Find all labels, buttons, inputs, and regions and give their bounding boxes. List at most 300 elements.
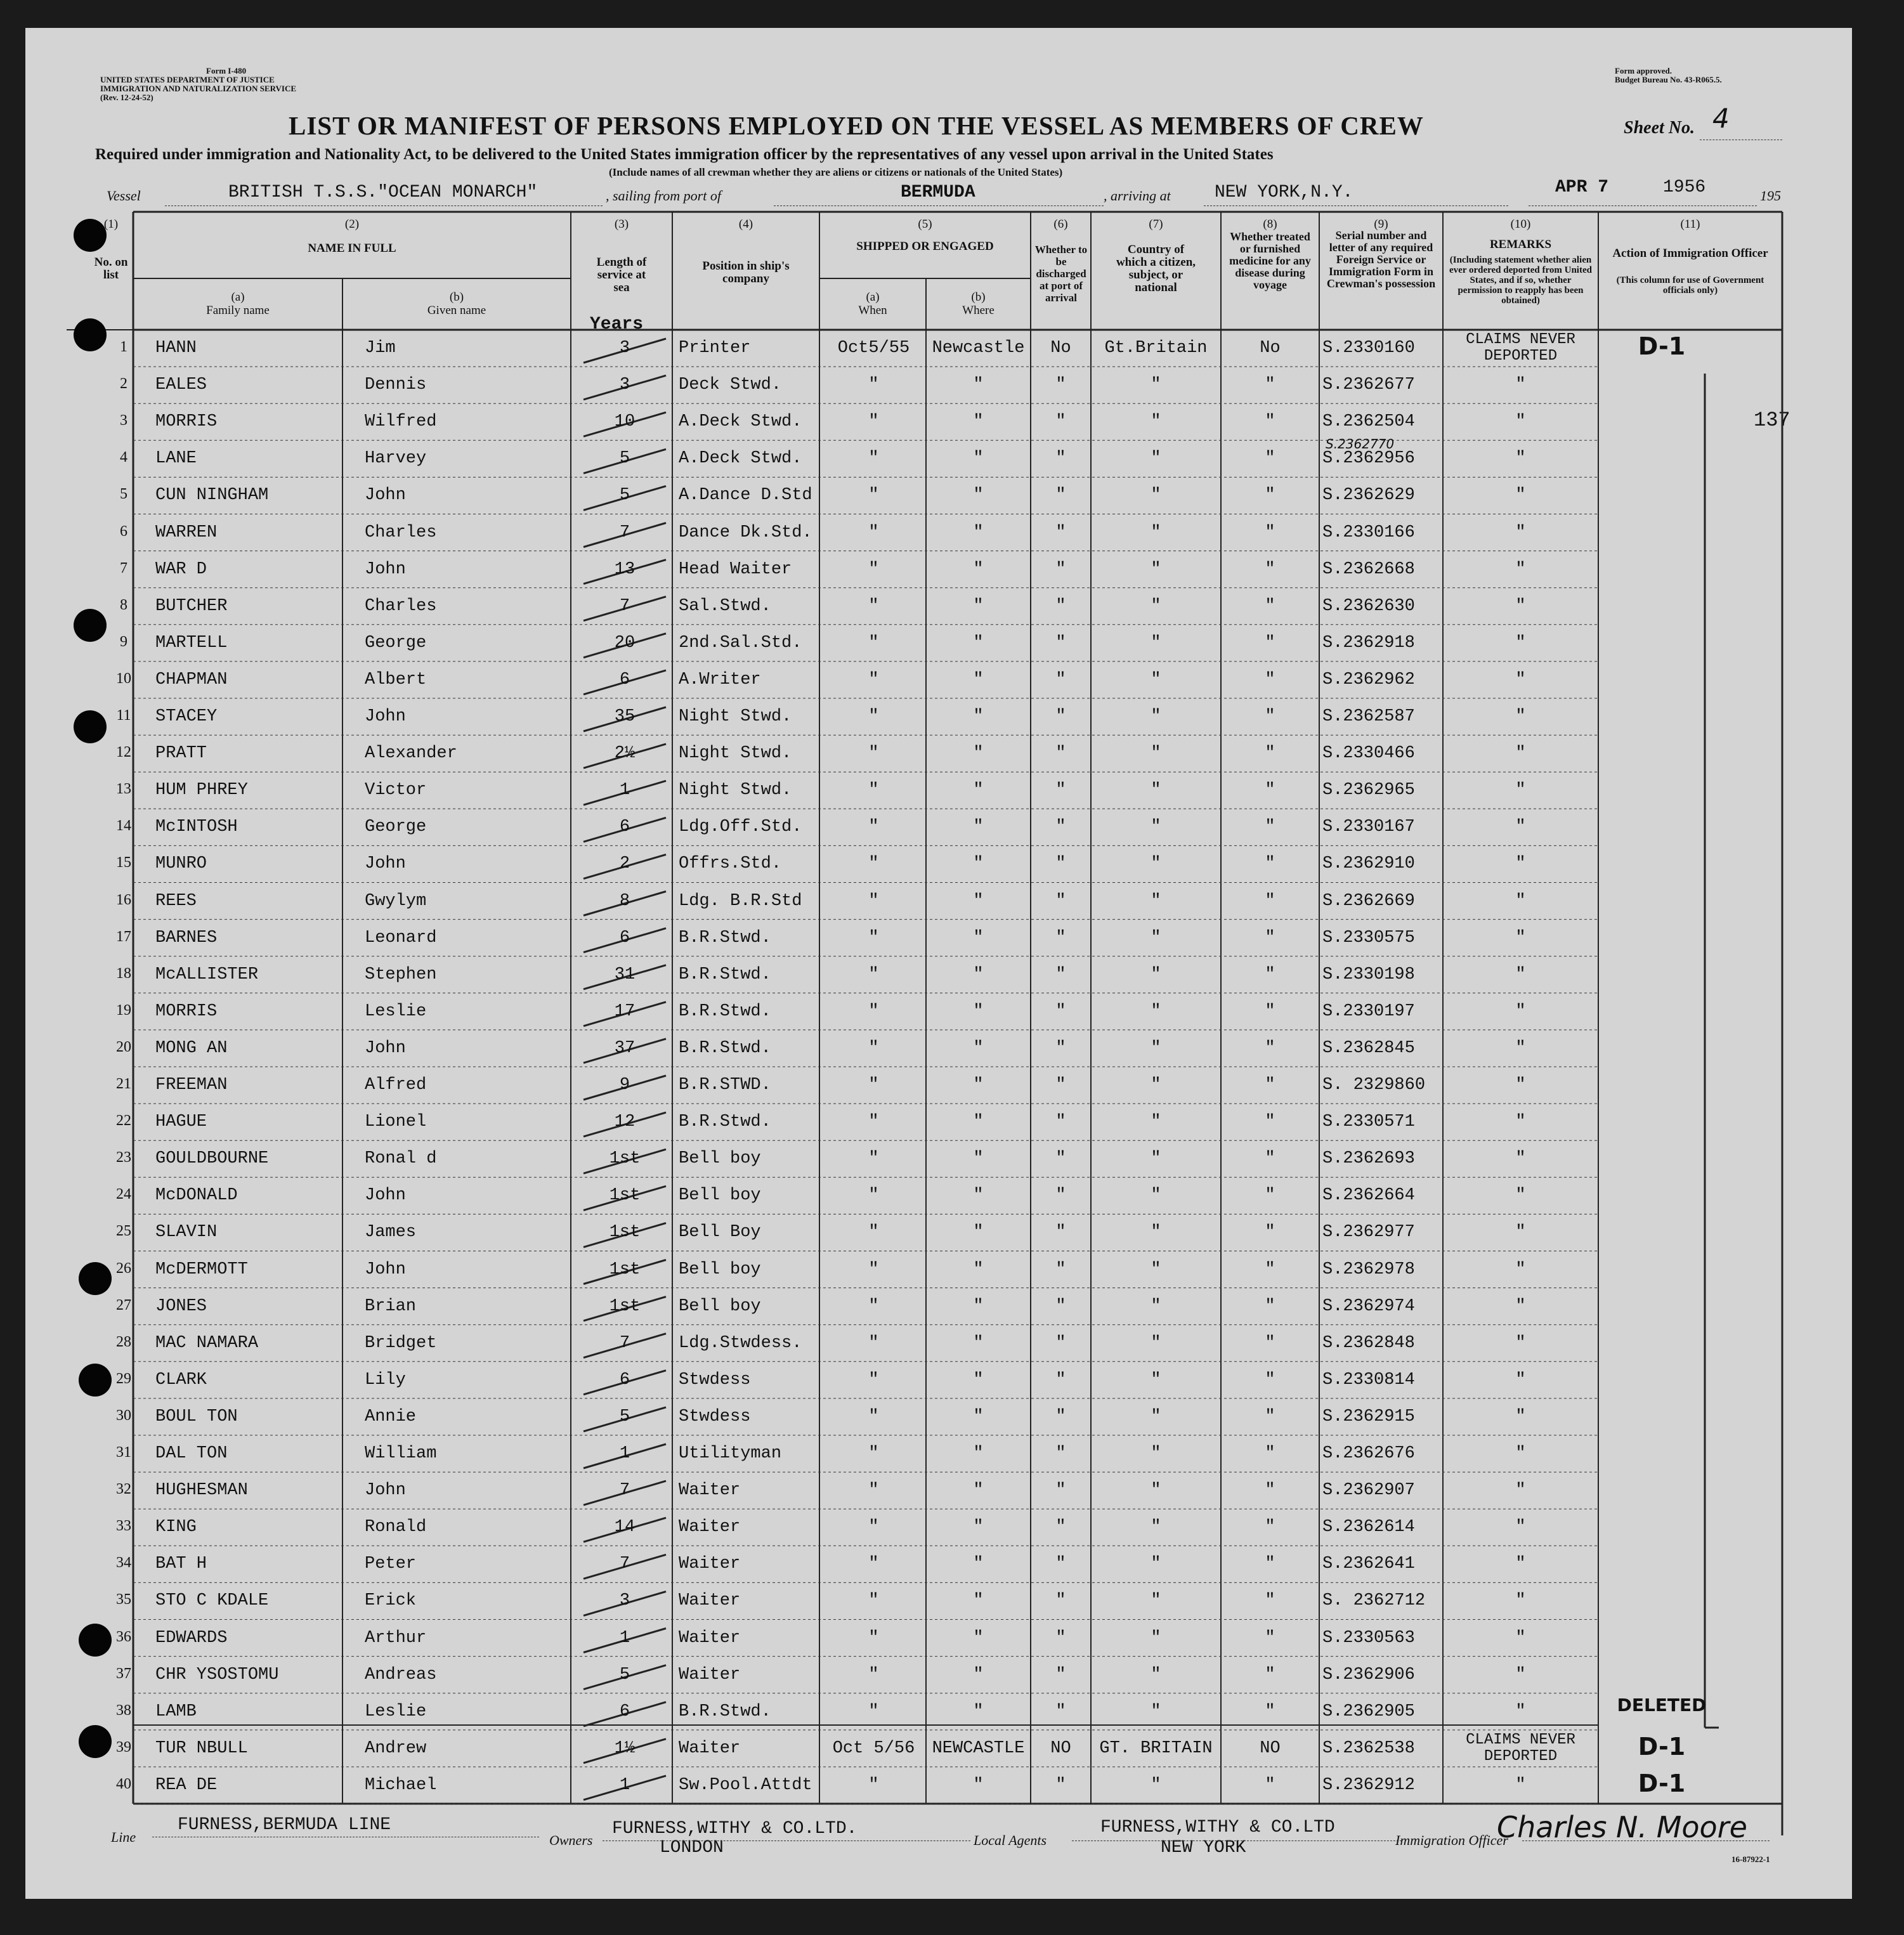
years-service: 5	[619, 1407, 630, 1426]
treated: "	[1265, 818, 1275, 837]
remarks-continued: DEPORTED	[1483, 1747, 1558, 1765]
country: "	[1151, 1076, 1161, 1095]
position: Deck Stwd.	[679, 375, 782, 395]
years-service: 7	[619, 1333, 630, 1353]
family-name: CLARK	[155, 1370, 207, 1390]
punch-hole	[79, 1364, 112, 1397]
serial-number: S.2362910	[1322, 854, 1415, 874]
treated: "	[1265, 670, 1275, 689]
remarks: "	[1515, 412, 1526, 432]
shipped-where: "	[973, 1333, 984, 1353]
country: GT. BRITAIN	[1099, 1738, 1213, 1758]
col3-number: (3)	[614, 218, 629, 231]
shipped-where: "	[973, 744, 984, 764]
row-number: 4	[120, 449, 127, 466]
discharge: "	[1055, 707, 1066, 726]
remarks: "	[1515, 1444, 1526, 1463]
treated: "	[1265, 1665, 1275, 1684]
years-service: 13	[614, 559, 636, 579]
family-name: McINTOSH	[155, 818, 238, 837]
action: D-1	[1638, 1732, 1686, 1761]
shipped-when: Oct 5/56	[832, 1738, 915, 1758]
shipped-where: "	[973, 1444, 984, 1463]
years-service: 31	[614, 965, 636, 984]
shipped-when: "	[868, 1444, 879, 1463]
family-name: DAL TON	[155, 1444, 228, 1463]
given-name: Wilfred	[365, 412, 437, 432]
given-name: Leslie	[365, 1001, 427, 1021]
discharge: NO	[1050, 1738, 1071, 1758]
discharge: "	[1055, 854, 1066, 874]
discharge: "	[1055, 375, 1066, 395]
given-name: Ronald	[365, 1518, 427, 1537]
country: "	[1151, 375, 1161, 395]
position: Waiter	[679, 1518, 741, 1537]
col8-number: (8)	[1263, 218, 1277, 231]
serial-number: S.2362587	[1322, 707, 1415, 726]
country: "	[1151, 1296, 1161, 1316]
shipped-when: "	[868, 1112, 879, 1132]
discharge: "	[1055, 891, 1066, 911]
discharge: "	[1055, 1001, 1066, 1021]
shipped-when: "	[868, 523, 879, 542]
service: IMMIGRATION AND NATURALIZATION SERVICE	[100, 84, 297, 93]
treated: "	[1265, 1444, 1275, 1463]
punch-hole	[74, 318, 107, 351]
serial-number: S.2330160	[1322, 339, 1415, 358]
given-name: Leonard	[365, 928, 437, 948]
remarks: "	[1515, 1628, 1526, 1648]
position: Ldg.Off.Std.	[679, 818, 802, 837]
family-name: MARTELL	[155, 633, 228, 653]
position: Night Stwd.	[679, 707, 792, 726]
arriving-port: NEW YORK,N.Y.	[1215, 183, 1353, 202]
family-name: BAT H	[155, 1554, 207, 1574]
shipped-when: "	[868, 1554, 879, 1574]
shipped-where: "	[973, 1370, 984, 1390]
discharge: "	[1055, 1407, 1066, 1426]
department: UNITED STATES DEPARTMENT OF JUSTICE	[100, 75, 275, 84]
remarks: "	[1515, 1333, 1526, 1353]
row-number: 2	[120, 375, 127, 393]
discharge: "	[1055, 744, 1066, 764]
serial-number: S.2362845	[1322, 1038, 1415, 1058]
remarks: "	[1515, 449, 1526, 469]
treated: "	[1265, 523, 1275, 542]
position: Bell boy	[679, 1296, 761, 1316]
remarks: "	[1515, 1591, 1526, 1611]
treated: "	[1265, 1223, 1275, 1242]
country: "	[1151, 1628, 1161, 1648]
years-service: 6	[619, 1702, 630, 1721]
given-name: Annie	[365, 1407, 417, 1426]
treated: "	[1265, 596, 1275, 616]
serial-number: S.2362965	[1322, 781, 1415, 800]
owners-city: LONDON	[660, 1838, 724, 1858]
country: "	[1151, 633, 1161, 653]
treated: "	[1265, 486, 1275, 505]
shipped-when: "	[868, 781, 879, 800]
remarks: "	[1515, 1076, 1526, 1095]
discharge: "	[1055, 781, 1066, 800]
given-name: Charles	[365, 523, 437, 542]
row-number: 39	[116, 1738, 131, 1756]
family-name: BUTCHER	[155, 596, 228, 616]
years-service: 2	[619, 854, 630, 874]
shipped-when: Oct5/55	[837, 339, 910, 358]
family-name: MAC NAMARA	[155, 1333, 259, 1353]
col3-unit: Years	[590, 315, 644, 334]
family-name: EDWARDS	[155, 1628, 228, 1648]
family-name: LANE	[155, 449, 197, 469]
shipped-when: "	[868, 1702, 879, 1721]
family-name: MONG AN	[155, 1038, 228, 1058]
given-name: Jim	[365, 339, 396, 358]
subtitle: Required under immigration and Nationality Act, to be delivered to the United States immigration officer by the representatives of any vessel upon arrival in the United States	[95, 146, 1274, 163]
remarks: "	[1515, 670, 1526, 689]
owners-label: Owners	[549, 1832, 593, 1848]
family-name: SLAVIN	[155, 1223, 218, 1242]
punch-hole	[74, 710, 107, 743]
shipped-when: "	[868, 1296, 879, 1316]
given-name: Albert	[365, 670, 427, 689]
col2a-number: (a)	[231, 290, 245, 304]
years-service: 10	[614, 412, 636, 432]
family-name: HUM PHREY	[155, 781, 248, 800]
serial-number: S.2362630	[1322, 596, 1415, 616]
shipped-where: "	[973, 1186, 984, 1206]
col2-number: (2)	[344, 218, 360, 231]
shipped-when: "	[868, 559, 879, 579]
serial-number: S.2330166	[1322, 523, 1415, 542]
remarks: "	[1515, 1554, 1526, 1574]
manifest-sheet	[25, 28, 1852, 1899]
col4-header: Position in ship's company	[702, 259, 790, 285]
row-number: 34	[116, 1554, 131, 1572]
arriving-label: , arriving at	[1104, 188, 1171, 204]
given-name: George	[365, 818, 427, 837]
position: Night Stwd.	[679, 781, 792, 800]
remarks: "	[1515, 891, 1526, 911]
shipped-where: "	[973, 1112, 984, 1132]
col7-number: (7)	[1149, 218, 1163, 231]
serial-number: S.2362907	[1322, 1481, 1415, 1501]
position: Bell boy	[679, 1149, 761, 1169]
years-service: 3	[619, 1591, 630, 1611]
shipped-when: "	[868, 486, 879, 505]
col9-header: Serial number and letter of any required Foreign Service or Immigration Form in Crewman's possession	[1326, 229, 1436, 290]
row-number: 24	[116, 1186, 131, 1203]
col1-header: No. on list	[94, 256, 128, 282]
position: B.R.Stwd.	[679, 1001, 771, 1021]
remarks: "	[1515, 1481, 1526, 1501]
remarks: "	[1515, 965, 1526, 984]
given-name: Ronal d	[365, 1149, 437, 1169]
country: "	[1151, 670, 1161, 689]
country: "	[1151, 523, 1161, 542]
shipped-when: "	[868, 1076, 879, 1095]
given-name: John	[365, 854, 406, 874]
shipped-when: "	[868, 928, 879, 948]
position: Ldg. B.R.Std	[679, 891, 802, 911]
year-printed: 195	[1760, 188, 1781, 204]
position: B.R.Stwd.	[679, 1702, 771, 1721]
treated: "	[1265, 1260, 1275, 1279]
given-name: George	[365, 633, 427, 653]
given-name: John	[365, 486, 406, 505]
serial-number: S.2362693	[1322, 1149, 1415, 1169]
shipped-when: "	[868, 1038, 879, 1058]
vessel-name: BRITISH T.S.S."OCEAN MONARCH"	[228, 183, 538, 202]
remarks: "	[1515, 375, 1526, 395]
position: Sw.Pool.Attdt	[679, 1775, 812, 1795]
remarks: "	[1515, 1407, 1526, 1426]
serial-number: S.2362956	[1322, 449, 1415, 469]
row-number: 11	[116, 707, 131, 724]
serial-number: S.2330563	[1322, 1628, 1415, 1648]
row-number: 12	[116, 744, 131, 761]
position: Waiter	[679, 1591, 741, 1611]
shipped-where: "	[973, 412, 984, 432]
given-name: Andrew	[365, 1738, 427, 1758]
family-name: BARNES	[155, 928, 218, 948]
family-name: EALES	[155, 375, 207, 395]
action: D-1	[1638, 1769, 1686, 1797]
col6-number: (6)	[1053, 218, 1068, 231]
agents-label: Local Agents	[974, 1832, 1047, 1848]
officer-label: Immigration Officer	[1395, 1832, 1508, 1848]
family-name: MORRIS	[155, 412, 218, 432]
treated: "	[1265, 781, 1275, 800]
row-number: 28	[116, 1333, 131, 1350]
treated: "	[1265, 412, 1275, 432]
remarks: "	[1515, 1112, 1526, 1132]
given-name: William	[365, 1444, 437, 1463]
remarks: "	[1515, 854, 1526, 874]
serial-number: S.2362918	[1322, 633, 1415, 653]
country: "	[1151, 1702, 1161, 1721]
treated: "	[1265, 1370, 1275, 1390]
shipped-where: NEWCASTLE	[932, 1738, 1025, 1758]
country: "	[1151, 559, 1161, 579]
remarks: "	[1515, 818, 1526, 837]
treated: "	[1265, 1333, 1275, 1353]
row-number: 1	[120, 339, 127, 355]
family-name: MORRIS	[155, 1001, 218, 1021]
shipped-where: "	[973, 1554, 984, 1574]
country: "	[1151, 1775, 1161, 1795]
country: "	[1151, 891, 1161, 911]
row-number: 40	[116, 1775, 131, 1792]
shipped-when: "	[868, 1001, 879, 1021]
line-value: FURNESS,BERMUDA LINE	[178, 1815, 391, 1835]
remarks: "	[1515, 596, 1526, 616]
years-service: 1	[619, 1444, 630, 1463]
discharge: "	[1055, 1554, 1066, 1574]
position: Waiter	[679, 1554, 741, 1574]
shipped-where: "	[973, 670, 984, 689]
family-name: KING	[155, 1518, 197, 1537]
remarks-continued: DEPORTED	[1483, 348, 1558, 365]
discharge: "	[1055, 449, 1066, 469]
row-number: 21	[116, 1076, 131, 1092]
shipped-when: "	[868, 818, 879, 837]
country: "	[1151, 449, 1161, 469]
discharge: "	[1055, 1223, 1066, 1242]
row-number: 14	[116, 818, 131, 835]
discharge: "	[1055, 965, 1066, 984]
family-name: HANN	[155, 339, 197, 358]
treated: "	[1265, 559, 1275, 579]
treated: "	[1265, 854, 1275, 874]
remarks: "	[1515, 1001, 1526, 1021]
given-name: John	[365, 1481, 406, 1501]
position: Offrs.Std.	[679, 854, 782, 874]
position: Stwdess	[679, 1370, 751, 1390]
serial-number: S.2330198	[1322, 965, 1415, 984]
given-name: Alexander	[365, 744, 457, 764]
shipped-where: "	[973, 1076, 984, 1095]
serial-number: S.2362962	[1322, 670, 1415, 689]
family-name: McDERMOTT	[155, 1260, 248, 1279]
serial-number: S.2330167	[1322, 818, 1415, 837]
row-number: 20	[116, 1038, 131, 1055]
given-name: Stephen	[365, 965, 437, 984]
serial-number: S.2362915	[1322, 1407, 1415, 1426]
discharge: "	[1055, 1775, 1066, 1795]
arrival-date: APR 7	[1555, 178, 1609, 197]
position: Utilityman	[679, 1444, 782, 1463]
shipped-when: "	[868, 1333, 879, 1353]
treated: "	[1265, 928, 1275, 948]
given-name: Harvey	[365, 449, 427, 469]
row-number: 25	[116, 1223, 131, 1240]
family-name: McALLISTER	[155, 965, 259, 984]
shipped-where: "	[973, 854, 984, 874]
position: B.R.Stwd.	[679, 928, 771, 948]
family-name: GOULDBOURNE	[155, 1149, 269, 1169]
shipped-when: "	[868, 1260, 879, 1279]
shipped-where: "	[973, 1296, 984, 1316]
discharge: "	[1055, 1628, 1066, 1648]
col5a-number: (a)	[866, 290, 880, 304]
shipped-where: "	[973, 449, 984, 469]
col2-header: NAME IN FULL	[308, 242, 396, 255]
serial-number: S.2362668	[1322, 559, 1415, 579]
remarks: "	[1515, 1370, 1526, 1390]
remarks: "	[1515, 1223, 1526, 1242]
serial-number: S.2362677	[1322, 375, 1415, 395]
row-number: 35	[116, 1591, 131, 1608]
discharge: "	[1055, 1665, 1066, 1684]
remarks: "	[1515, 559, 1526, 579]
serial-number: S.2362848	[1322, 1333, 1415, 1353]
remarks: "	[1515, 1296, 1526, 1316]
position: A.Writer	[679, 670, 761, 689]
serial-number: S.2362978	[1322, 1260, 1415, 1279]
punch-hole	[74, 609, 107, 642]
remarks: "	[1515, 1149, 1526, 1169]
col6-header: Whether to be discharged at port of arrival	[1034, 244, 1088, 304]
shipped-where: "	[973, 596, 984, 616]
serial-number: S.2330571	[1322, 1112, 1415, 1132]
country: "	[1151, 965, 1161, 984]
family-name: STO C KDALE	[155, 1591, 269, 1611]
treated: "	[1265, 1186, 1275, 1206]
row-number: 26	[116, 1260, 131, 1277]
discharge: "	[1055, 1444, 1066, 1463]
years-service: 8	[619, 891, 630, 911]
serial-number: S. 2329860	[1322, 1076, 1426, 1095]
row-number: 7	[120, 559, 127, 577]
years-service: 6	[619, 928, 630, 948]
shipped-where: "	[973, 965, 984, 984]
treated: NO	[1260, 1738, 1281, 1758]
treated: "	[1265, 1407, 1275, 1426]
punch-hole	[79, 1624, 112, 1657]
position: Printer	[679, 339, 751, 358]
shipped-when: "	[868, 1223, 879, 1242]
shipped-where: "	[973, 1628, 984, 1648]
country: "	[1151, 1001, 1161, 1021]
country: "	[1151, 854, 1161, 874]
family-name: MUNRO	[155, 854, 207, 874]
family-name: McDONALD	[155, 1186, 238, 1206]
punch-hole	[79, 1262, 112, 1295]
family-name: WAR D	[155, 559, 207, 579]
discharge: "	[1055, 486, 1066, 505]
treated: "	[1265, 1112, 1275, 1132]
row-number: 9	[120, 633, 127, 650]
discharge: "	[1055, 1076, 1066, 1095]
serial-number: S.2362504	[1322, 412, 1415, 432]
treated: "	[1265, 449, 1275, 469]
discharge: "	[1055, 1333, 1066, 1353]
shipped-where: "	[973, 928, 984, 948]
row-number: 36	[116, 1628, 131, 1645]
shipped-where: "	[973, 1665, 984, 1684]
col5b-header: Where	[962, 304, 994, 317]
discharge: "	[1055, 1149, 1066, 1169]
family-name: PRATT	[155, 744, 207, 764]
country: "	[1151, 1554, 1161, 1574]
serial-number: S.2330197	[1322, 1001, 1415, 1021]
given-name: Erick	[365, 1591, 417, 1611]
treated: No	[1260, 339, 1281, 358]
discharge: "	[1055, 596, 1066, 616]
arrival-year: 1956	[1663, 178, 1706, 197]
years-service: 37	[614, 1038, 636, 1058]
treated: "	[1265, 1481, 1275, 1501]
remarks: "	[1515, 781, 1526, 800]
position: B.R.Stwd.	[679, 1038, 771, 1058]
years-service: 7	[619, 1554, 630, 1574]
position: Bell boy	[679, 1260, 761, 1279]
years-service: 1	[619, 781, 630, 800]
remarks: CLAIMS NEVER	[1466, 1731, 1575, 1749]
country: "	[1151, 1591, 1161, 1611]
serial-number: S.2362977	[1322, 1223, 1415, 1242]
action: DELETED	[1617, 1694, 1707, 1716]
country: "	[1151, 1444, 1161, 1463]
row-number: 38	[116, 1702, 131, 1719]
country: Gt.Britain	[1104, 339, 1208, 358]
shipped-when: "	[868, 1481, 879, 1501]
sailing-label: , sailing from port of	[606, 188, 721, 204]
given-name: Lily	[365, 1370, 406, 1390]
position: Waiter	[679, 1628, 741, 1648]
vessel-label: Vessel	[107, 188, 141, 204]
